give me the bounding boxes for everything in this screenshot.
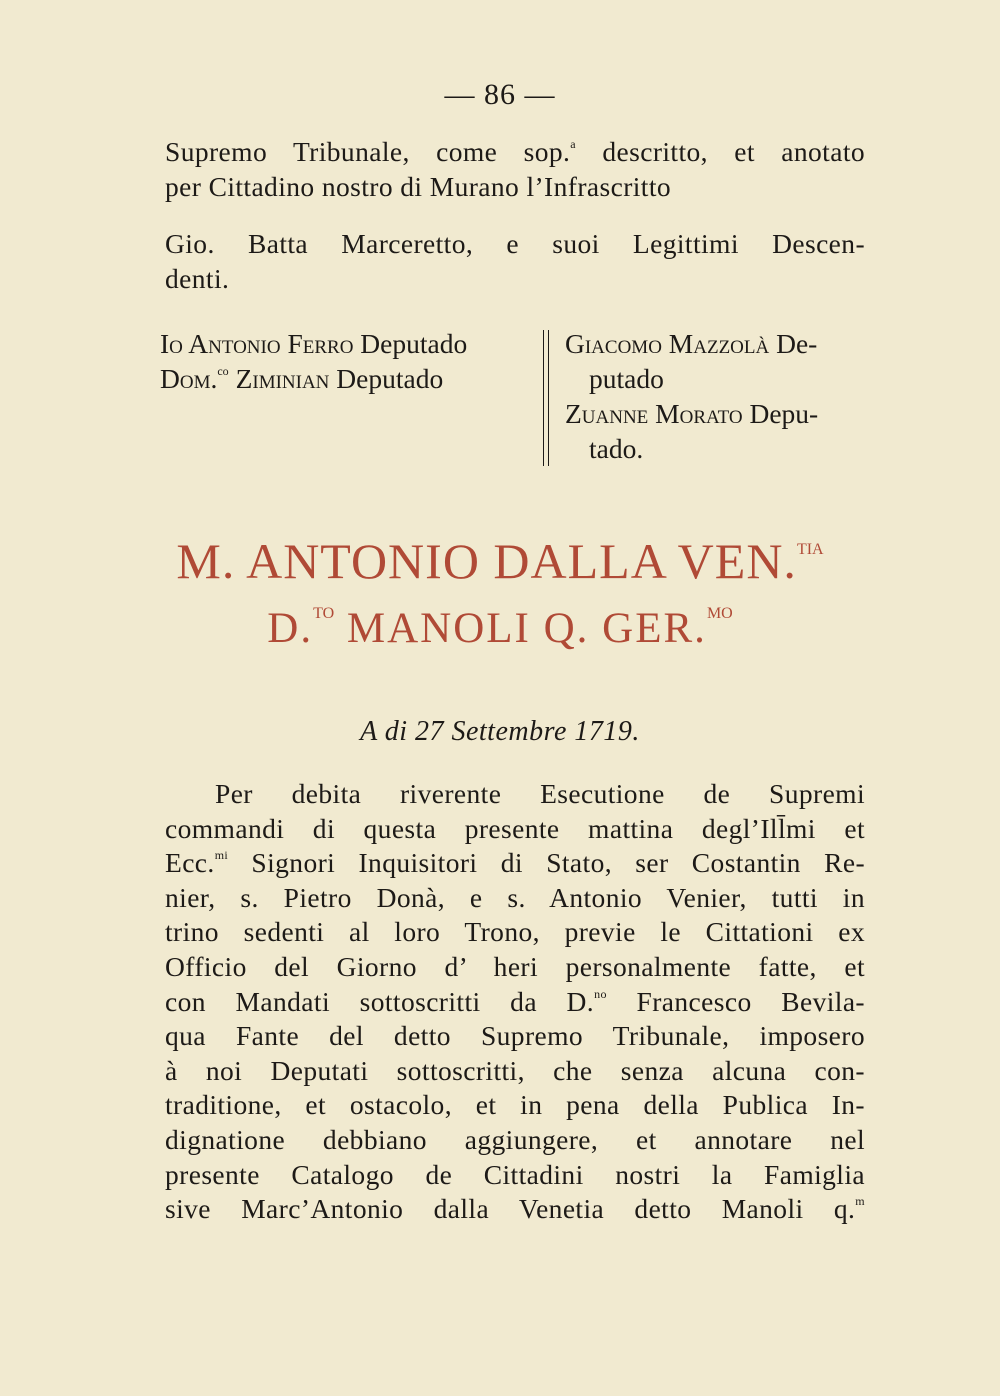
page-number: — 86 — bbox=[444, 78, 556, 111]
main-line-7: con Mandati sottoscritti da D.$^{no}$ Francesco Bevila- bbox=[165, 985, 865, 1017]
main-paragraph bbox=[165, 777, 865, 1227]
opening-paragraph bbox=[165, 134, 865, 204]
signature-block bbox=[160, 326, 870, 470]
main-line-9: à noi Deputati sottoscritti, che senza alcuna con- bbox=[165, 1054, 865, 1086]
signature-mazzola: Giacomo Mazzolà De- bbox=[565, 328, 818, 359]
main-line-1: Per debita riverente Esecutione de Supremi bbox=[215, 778, 865, 809]
opening-line-1: Supremo Tribunale, come sop.$^a$ descritto, et anotato bbox=[165, 136, 866, 167]
signature-ziminian: Dom.$^{co}$ Ziminian Deputado bbox=[160, 363, 444, 394]
main-line-12: presente Catalogo de Cittadini nostri la Famiglia bbox=[165, 1158, 865, 1190]
family-heading-line-2: D.$^{TO}$ MANOLI Q. GER.$^{MO}$ bbox=[267, 605, 733, 652]
gio-line-1: Gio. Batta Marceretto, e suoi Legittimi Descen- bbox=[165, 228, 865, 259]
main-line-3: Ecc.$^{mi}$ Signori Inquisitori di Stato, ser Costantin Re- bbox=[165, 847, 865, 879]
opening-line-2: per Cittadino nostro di Murano l’Infrascritto bbox=[165, 171, 672, 202]
signature-divider bbox=[543, 330, 549, 466]
gio-paragraph bbox=[165, 226, 865, 296]
main-line-8: qua Fante del detto Supremo Tribunale, imposero bbox=[165, 1020, 865, 1052]
signature-ferro: Io Antonio Ferro Deputado bbox=[160, 328, 468, 359]
superscript-a: a bbox=[570, 137, 577, 151]
main-line-10: traditione, et ostacolo, et in pena della Publica In- bbox=[165, 1089, 865, 1121]
signature-mazzola-cont: putado bbox=[589, 363, 664, 394]
signature-right-column bbox=[565, 326, 865, 466]
gio-line-2: denti. bbox=[165, 263, 230, 294]
main-line-2: commandi di questa presente mattina degl’Ill̄mi et bbox=[165, 812, 865, 844]
main-line-4: nier, s. Pietro Donà, e s. Antonio Venier, tutti in bbox=[165, 881, 865, 913]
main-line-13: sive Marc’Antonio dalla Venetia detto Manoli q.$^m$ bbox=[165, 1193, 865, 1225]
main-line-11: dignatione debbiano aggiungere, et annotare nel bbox=[165, 1123, 865, 1155]
main-line-5: trino sedenti al loro Trono, previe le Cittationi ex bbox=[165, 916, 865, 948]
signature-left-column bbox=[160, 326, 540, 396]
signature-morato-cont: tado. bbox=[589, 433, 644, 464]
date-line: A di 27 Settembre 1719. bbox=[360, 716, 640, 747]
main-line-6: Officio del Giorno d’ heri personalmente fatte, et bbox=[165, 950, 865, 982]
family-heading-line-1: M. ANTONIO DALLA VEN.$^{TIA}$ bbox=[176, 533, 824, 589]
signature-morato: Zuanne Morato Depu- bbox=[565, 398, 819, 429]
